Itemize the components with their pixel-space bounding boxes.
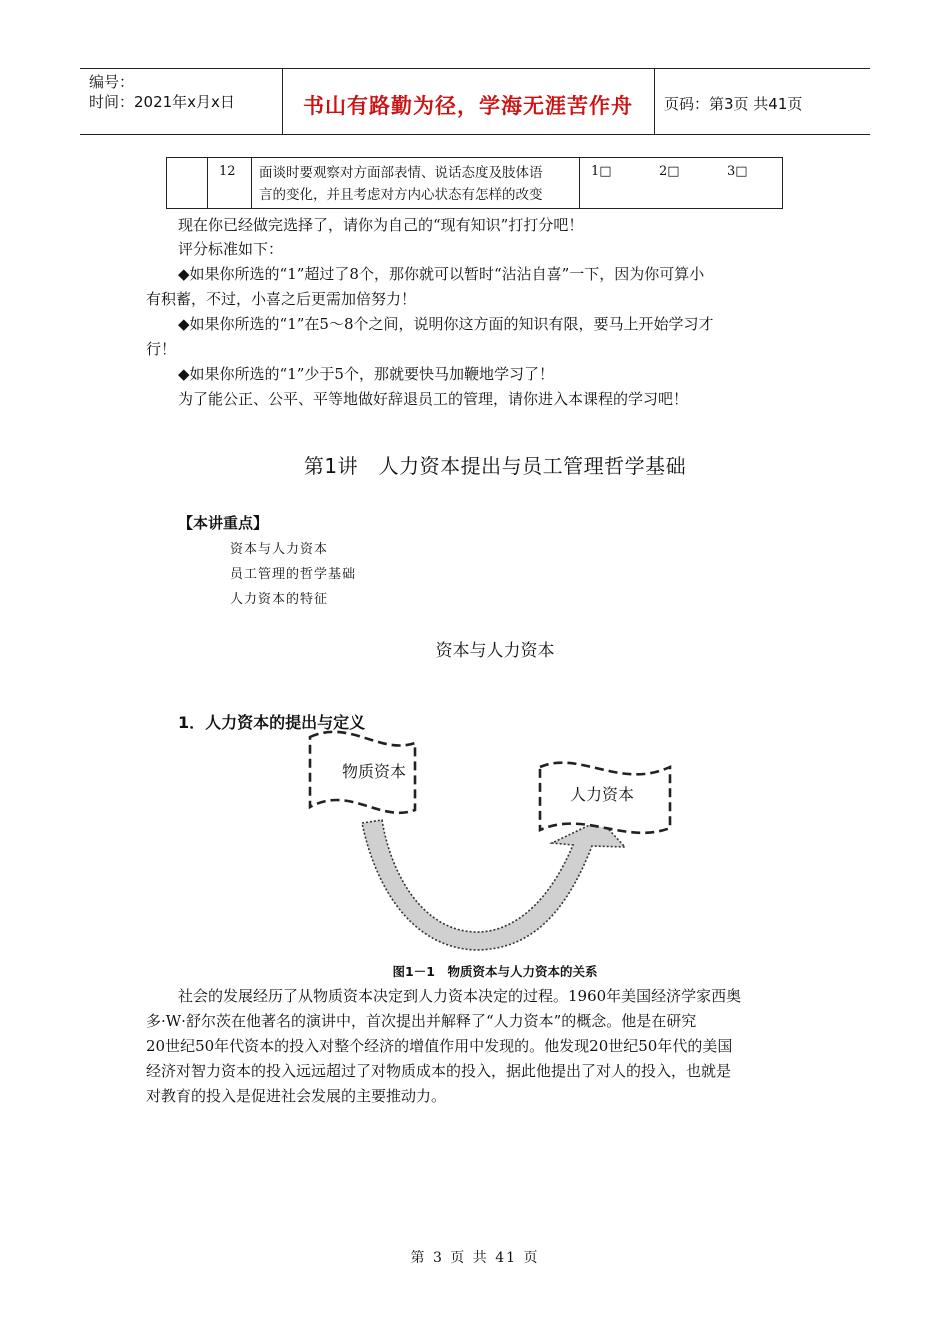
scoring-rule-1-cont: 有积蓄，不过，小喜之后更需加倍努力！ [146, 290, 417, 308]
scoring-rule-1: ◆如果你所选的“1”超过了8个，那你就可以暂时“沾沾自喜”一下，因为你可算小 [178, 265, 705, 283]
header-motto: 书山有路勤为径，学海无涯苦作舟 [303, 94, 633, 118]
table-divider [207, 158, 208, 208]
lecture-title: 第1讲 人力资本提出与员工管理哲学基础 [303, 454, 687, 478]
curved-arrow-icon [362, 820, 625, 950]
question-line: 面谈时要观察对方面部表情、说话态度及肢体语 [259, 165, 543, 181]
option-1[interactable]: 1□ [591, 164, 612, 179]
header-meta [89, 72, 235, 112]
questionnaire-table-row [166, 157, 783, 209]
scoring-rule-2: ◆如果你所选的“1”在5～8个之间，说明你这方面的知识有限，要马上开始学习才 [178, 315, 714, 333]
scoring-rule-3: ◆如果你所选的“1”少于5个，那就要快马加鞭地学习了！ [178, 365, 554, 383]
figure-caption: 图1－1 物质资本与人力资本的关系 [392, 964, 598, 979]
scoring-criteria-label: 评分标准如下： [178, 240, 284, 258]
header-divider [654, 68, 655, 135]
capital-relationship-diagram [290, 725, 690, 957]
question-line: 言的变化，并且考虑对方内心状态有怎样的改变 [259, 187, 543, 203]
scoring-rule-2-cont: 行！ [146, 340, 177, 358]
header-top-rule [80, 68, 870, 69]
code-label: 编号： [89, 73, 135, 91]
section-title: 资本与人力资本 [435, 641, 555, 661]
question-text [259, 162, 575, 206]
question-number: 12 [219, 164, 236, 179]
header-page-info: 页码：第3页 共41页 [664, 95, 803, 113]
key-point-item: 员工管理的哲学基础 [230, 567, 357, 582]
right-banner-label: 人力资本 [570, 785, 635, 804]
table-divider [251, 158, 252, 208]
left-banner-label: 物质资本 [342, 762, 407, 781]
key-points-title: 【本讲重点】 [178, 514, 269, 532]
body-line: 社会的发展经历了从物质资本决定到人力资本决定的过程。1960年美国经济学家西奥 [178, 987, 742, 1005]
key-point-item: 人力资本的特征 [230, 592, 329, 607]
option-3[interactable]: 3□ [727, 164, 748, 179]
page-footer: 第 3 页 共 41 页 [410, 1250, 540, 1266]
scoring-closing: 为了能公正、公平、平等地做好辞退员工的管理，请你进入本课程的学习吧！ [178, 390, 689, 408]
body-line: 经济对智力资本的投入远远超过了对物质成本的投入，据此他提出了对人的投入，也就是 [146, 1062, 732, 1080]
scoring-intro: 现在你已经做完选择了，请你为自己的“现有知识”打打分吧！ [178, 216, 584, 234]
body-line: 20世纪50年代资本的投入对整个经济的增值作用中发现的。他发现20世纪50年代的美国 [146, 1037, 733, 1055]
time-label: 时间：2021年x月x日 [89, 93, 235, 111]
body-line: 对教育的投入是促进社会发展的主要推动力。 [146, 1087, 447, 1105]
key-point-item: 资本与人力资本 [230, 542, 329, 557]
subsection-title: 1．人力资本的提出与定义 [178, 713, 366, 732]
body-line: 多·W·舒尔茨在他著名的演讲中，首次提出并解释了“人力资本”的概念。他是在研究 [146, 1012, 697, 1030]
table-divider [579, 158, 580, 208]
option-2[interactable]: 2□ [659, 164, 680, 179]
header-bottom-rule [80, 134, 870, 135]
